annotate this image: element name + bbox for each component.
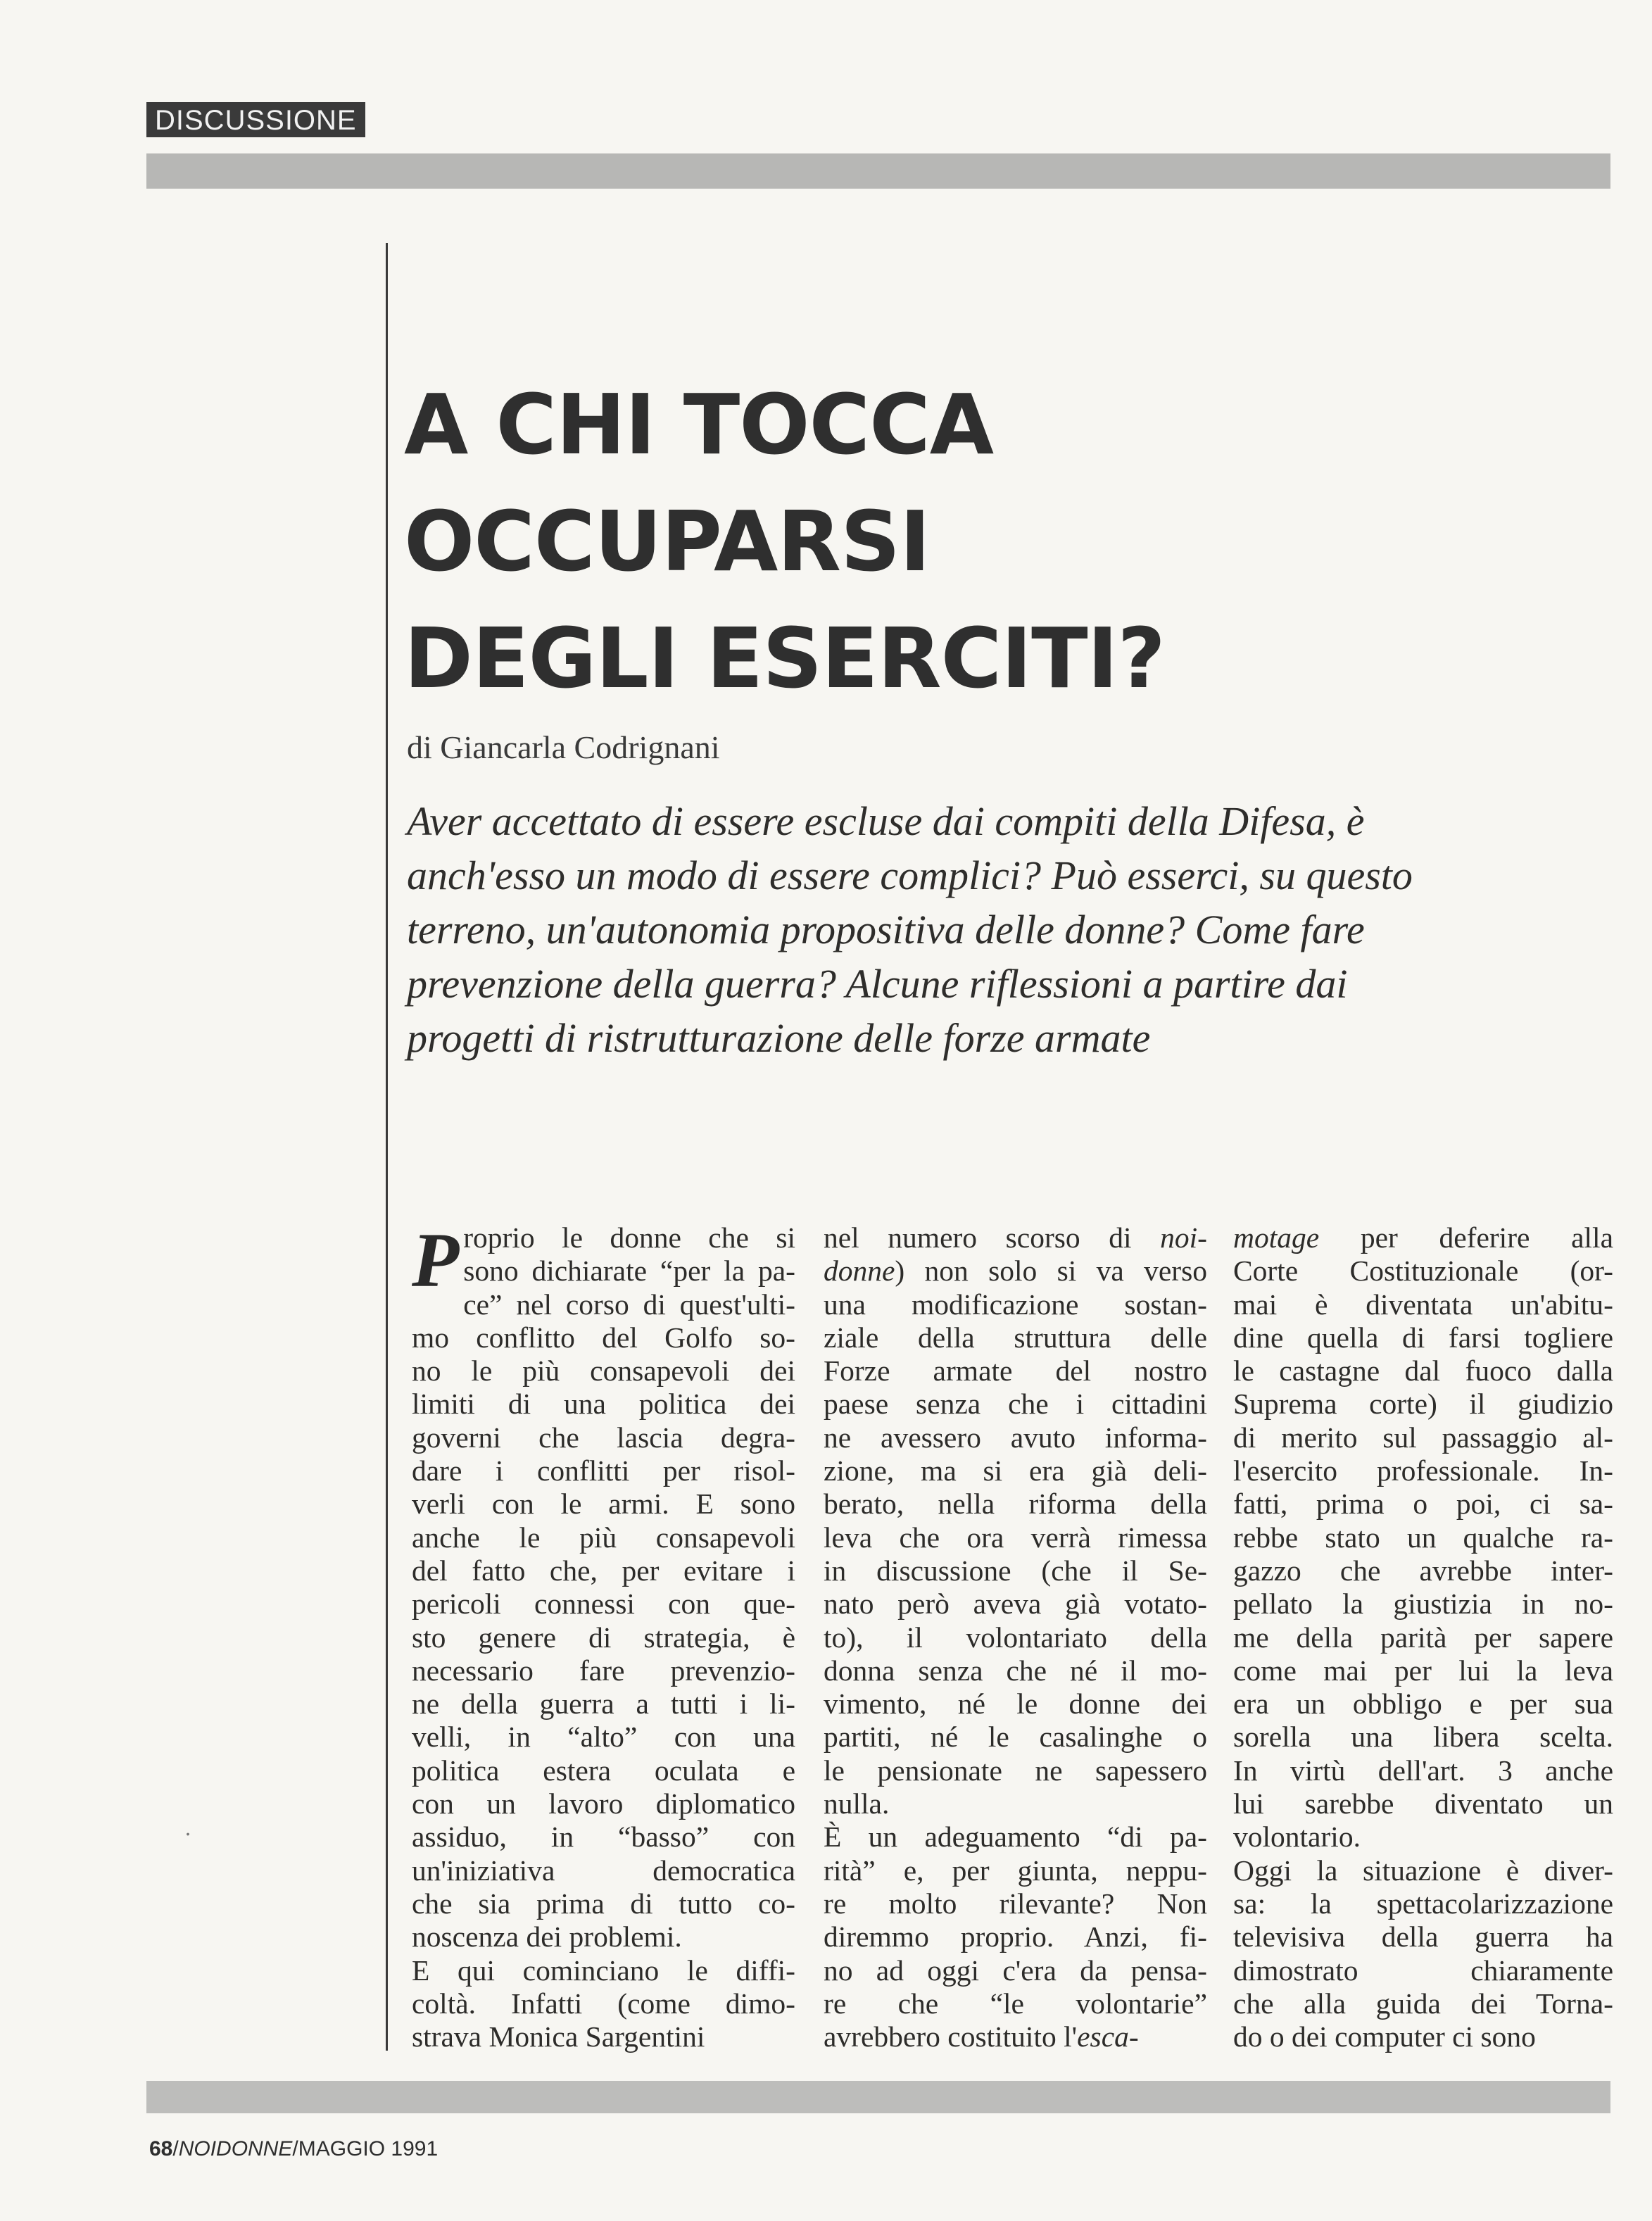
header-band	[146, 153, 1610, 189]
folio: 68/NOIDONNE/MAGGIO 1991	[149, 2137, 439, 2160]
headline	[404, 366, 1530, 717]
standfirst	[407, 794, 1505, 1065]
text-line: avrebbero costituito l'esca-	[824, 2020, 1139, 2053]
drop-cap: P	[412, 1217, 460, 1303]
standfirst-line: Aver accettato di essere escluse dai compiti della Difesa, è	[407, 798, 1365, 844]
text-line: partiti, né le casalinghe o	[824, 1720, 1207, 1754]
text-line: l'esercito professionale. In-	[1233, 1454, 1613, 1487]
text-line: che sia prima di tutto co-	[412, 1887, 795, 1920]
text-line: volontario.	[1233, 1820, 1361, 1854]
text-line: in discussione (che il Se-	[824, 1554, 1207, 1587]
text-line: le castagne dal fuoco dalla	[1233, 1354, 1613, 1388]
text-line: governi che lascia degra-	[412, 1421, 795, 1454]
text-line: ce” nel corso di quest'ulti-	[463, 1288, 795, 1321]
text-line: un'iniziativa democratica	[412, 1854, 795, 1887]
article-column-2	[824, 1221, 1207, 2053]
vertical-rule	[386, 243, 388, 2051]
text-line: che alla guida dei Torna-	[1233, 1987, 1613, 2020]
text-line: berato, nella riforma della	[824, 1487, 1207, 1521]
text-line: dine quella di farsi togliere	[1233, 1321, 1613, 1354]
text-line: con un lavoro diplomatico	[412, 1787, 795, 1820]
text-line: politica estera oculata e	[412, 1754, 795, 1787]
article-column-1	[412, 1217, 795, 2053]
text-line: era un obbligo e per sua	[1233, 1687, 1613, 1720]
text-line: una modificazione sostan-	[824, 1288, 1207, 1321]
standfirst-line: progetti di ristrutturazione delle forze armate	[407, 1015, 1151, 1061]
text-line: televisiva della guerra ha	[1233, 1920, 1613, 1953]
text-line: Oggi la situazione è diver-	[1233, 1854, 1613, 1887]
footer-band	[146, 2081, 1610, 2113]
text-line: noscenza dei problemi.	[412, 1920, 682, 1953]
text-line: necessario fare prevenzio-	[412, 1654, 795, 1687]
text-line: nulla.	[824, 1787, 890, 1820]
issue-date: MAGGIO 1991	[298, 2137, 439, 2160]
text-line: mo conflitto del Golfo so-	[412, 1321, 795, 1354]
magazine-name: NOIDONNE	[178, 2137, 293, 2160]
text-line: di merito sul passaggio al-	[1233, 1421, 1613, 1454]
text-line: donne) non solo si va verso	[824, 1254, 1207, 1288]
text-line: del fatto che, per evitare i	[412, 1554, 795, 1587]
page-number: 68	[149, 2137, 173, 2160]
text-line: È un adeguamento “di pa-	[824, 1820, 1207, 1854]
text-line: Corte Costituzionale (or-	[1233, 1254, 1613, 1288]
headline-line: OCCUPARSI	[404, 493, 931, 590]
text-line: sorella una libera scelta.	[1233, 1720, 1613, 1754]
text-line: dimostrato chiaramente	[1233, 1953, 1613, 1987]
standfirst-line: terreno, un'autonomia propositiva delle donne? Come fare	[407, 907, 1365, 952]
text-line: coltà. Infatti (come dimo-	[412, 1987, 795, 2020]
text-line: re molto rilevante? Non	[824, 1887, 1207, 1920]
text-line: ziale della struttura delle	[824, 1321, 1207, 1354]
standfirst-line: anch'esso un modo di essere complici? Può esserci, su questo	[407, 852, 1413, 898]
text-line: vimento, né le donne dei	[824, 1687, 1207, 1720]
text-line: leva che ora verrà rimessa	[824, 1521, 1207, 1554]
text-line: In virtù dell'art. 3 anche	[1233, 1754, 1613, 1787]
text-line: E qui cominciano le diffi-	[412, 1953, 795, 1987]
text-line: mai è diventata un'abitu-	[1233, 1288, 1613, 1321]
text-line: no ad oggi c'era da pensa-	[824, 1953, 1207, 1987]
text-line: motage per deferire alla	[1233, 1221, 1613, 1254]
text-line: Forze armate del nostro	[824, 1354, 1207, 1388]
text-line: sa: la spettacolarizzazione	[1233, 1887, 1613, 1920]
text-line: do o dei computer ci sono	[1233, 2020, 1536, 2053]
headline-line: A CHI TOCCA	[404, 376, 994, 473]
text-line: pericoli connessi con que-	[412, 1587, 795, 1621]
text-line: gazzo che avrebbe inter-	[1233, 1554, 1613, 1587]
text-line: velli, in “alto” con una	[412, 1720, 795, 1754]
text-line: rità” e, per giunta, neppu-	[824, 1854, 1207, 1887]
headline-line: DEGLI ESERCITI?	[404, 610, 1165, 707]
standfirst-line: prevenzione della guerra? Alcune riflessioni a partire dai	[407, 961, 1348, 1007]
text-line: re che “le volontarie”	[824, 1987, 1207, 2020]
text-line: fatti, prima o poi, ci sa-	[1233, 1487, 1613, 1521]
text-line: no le più consapevoli dei	[412, 1354, 795, 1388]
margin-mark: ․	[184, 1817, 192, 1840]
text-line: donna senza che né il mo-	[824, 1654, 1207, 1687]
text-line: Suprema corte) il giudizio	[1233, 1388, 1613, 1421]
text-line: pellato la giustizia in no-	[1233, 1587, 1613, 1621]
text-line: verli con le armi. E sono	[412, 1487, 795, 1521]
article-column-3	[1233, 1221, 1613, 2053]
text-line: zione, ma si era già deli-	[824, 1454, 1207, 1487]
section-label: DISCUSSIONE	[146, 102, 365, 137]
text-line: lui sarebbe diventato un	[1233, 1787, 1613, 1820]
text-line: ne avessero avuto informa-	[824, 1421, 1207, 1454]
byline: di Giancarla Codrignani	[407, 729, 720, 765]
text-line: ne della guerra a tutti i li-	[412, 1687, 795, 1720]
text-line: strava Monica Sargentini	[412, 2020, 705, 2053]
text-line: paese senza che i cittadini	[824, 1388, 1207, 1421]
text-line: rebbe stato un qualche ra-	[1233, 1521, 1613, 1554]
text-line: le pensionate ne sapessero	[824, 1754, 1207, 1787]
text-line: limiti di una politica dei	[412, 1388, 795, 1421]
text-line: roprio le donne che si	[463, 1221, 795, 1254]
text-line: diremmo proprio. Anzi, fi-	[824, 1920, 1207, 1953]
text-line: sono dichiarate “per la pa-	[463, 1254, 795, 1288]
text-line: nato però aveva già votato-	[824, 1587, 1207, 1621]
text-line: come mai per lui la leva	[1233, 1654, 1613, 1687]
text-line: sto genere di strategia, è	[412, 1621, 795, 1654]
text-line: anche le più consapevoli	[412, 1521, 795, 1554]
text-line: nel numero scorso di noi-	[824, 1221, 1207, 1254]
text-line: to), il volontariato della	[824, 1621, 1207, 1654]
text-line: dare i conflitti per risol-	[412, 1454, 795, 1487]
text-line: me della parità per sapere	[1233, 1621, 1613, 1654]
text-line: assiduo, in “basso” con	[412, 1820, 795, 1854]
